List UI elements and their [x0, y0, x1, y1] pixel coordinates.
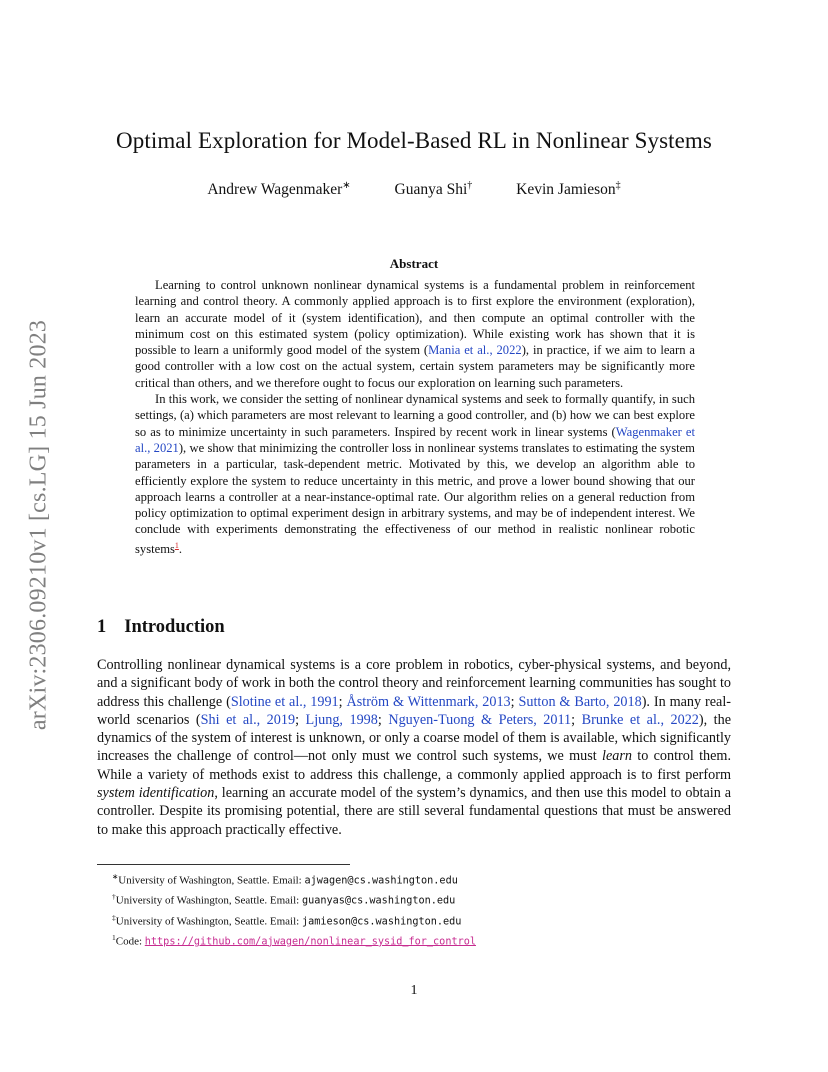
body-text: Controlling nonlinear dynamical systems is a core problem in robotics, cyber-physical systems, and beyond, and a significant body of work in both the control theory and reinforcement learning communities has sought to address this challenge (: [97, 657, 731, 710]
abstract-text: Learning to control unknown nonlinear dynamical systems is a fundamental problem in reinforcement learning and control theory. A commonly applied approach is to first explore the environment (exploration), learn an accurate model of it (system identification), and then compute an optimal controller with the minimum cost on this estimated system (policy optimization). While existing work has shown that it is possible to learn a uniformly good model of the system (: [135, 278, 695, 358]
citation-link[interactable]: Nguyen-Tuong & Peters, 2011: [388, 711, 572, 728]
citation-link[interactable]: Slotine et al., 1991: [230, 693, 339, 710]
author-list: [0, 180, 828, 199]
body-text: , learning an accurate model of the system’s dynamics, and then use this model to obtain a controller. Despite its promising potential, there are still several fundamental questions that must be answered to make this approach practically effective.: [97, 785, 731, 838]
introduction-body: [97, 656, 731, 839]
footnote-mark: ∗: [112, 872, 119, 881]
body-text: ), the dynamics of the system of interest is unknown, or only a coarse model of them is available, which significantly increases the challenge of control—not only must we control such systems, we must: [97, 711, 732, 765]
footnote: [112, 869, 476, 889]
footnote-text: University of Washington, Seattle. Email:: [115, 894, 302, 907]
paper-title: Optimal Exploration for Model-Based RL in Nonlinear Systems: [116, 128, 712, 153]
body-text: ;: [338, 693, 347, 710]
section-number: 1: [97, 617, 107, 637]
body-text: ). In many real-world scenarios (: [97, 693, 731, 728]
footnote-mark: 1: [112, 932, 116, 942]
email-address: guanyas@cs.washington.edu: [301, 895, 456, 907]
emphasis-text: learn: [602, 748, 632, 765]
citation-link[interactable]: Mania et al., 2022: [428, 343, 522, 358]
footnote: [112, 910, 476, 930]
body-text: ;: [571, 711, 582, 728]
footnote: [112, 889, 476, 909]
footnote-text: University of Washington, Seattle. Email:: [115, 915, 302, 928]
footnote-text: Code:: [115, 935, 145, 948]
abstract-heading: Abstract: [389, 256, 439, 271]
abstract-text: In this work, we consider the setting of nonlinear dynamical systems and seek to formally quantify, in such settings, (a) which parameters are most relevant to learning a good controller, and (b) how we can best explore so as to minimize uncertainty in such parameters. Inspired by recent work in linear systems (: [135, 392, 695, 439]
abstract-text: ), we show that minimizing the controller loss in nonlinear systems translates to estimating the system parameters in a particular, task-dependent metric. Motivated by this, we develop an algorithm able to efficiently explore the system to reduce uncertainty in this metric, and prove a lower bound showing that our approach learns a controller at a near-instance-optimal rate. Our algorithm relies on a general reduction from policy optimization to optimal experiment design in arbitrary systems, and may be of independent interest. We conclude with experiments demonstrating the effectiveness of our method in realistic nonlinear robotic systems: [135, 440, 695, 556]
author-mark: ‡: [615, 180, 621, 191]
footnote-divider: [97, 864, 350, 865]
author-mark: ∗: [342, 180, 351, 191]
author-mark: †: [467, 180, 473, 191]
footnote-marker-link[interactable]: 1: [174, 540, 179, 550]
footnote-mark: ‡: [112, 912, 116, 922]
abstract-text: ), in practice, if we aim to learn a good controller with a low cost on the actual system, certain system parameters may be significantly more critical than others, and we therefore ought to focus our exploration on learning such parameters.: [135, 343, 695, 390]
arxiv-stamp: [25, 290, 53, 760]
email-address: ajwagen@cs.washington.edu: [304, 875, 458, 887]
body-text: ;: [377, 711, 389, 728]
citation-link[interactable]: Åström & Wittenmark, 2013: [346, 693, 511, 710]
email-address: jamieson@cs.washington.edu: [301, 916, 462, 928]
footnotes: [112, 869, 476, 950]
body-text: ;: [295, 711, 306, 728]
author-name: Kevin Jamieson: [516, 181, 616, 199]
author-name: Andrew Wagenmaker: [207, 181, 343, 199]
code-repository-link[interactable]: https://github.com/ajwagen/nonlinear_sysid_for_control: [144, 936, 476, 948]
footnote-text: University of Washington, Seattle. Email:: [118, 874, 305, 887]
author: [395, 180, 473, 199]
arxiv-id: arXiv:2306.09210v1 [cs.LG] 15 Jun 2023: [25, 319, 52, 731]
body-text: ;: [510, 693, 519, 710]
emphasis-text: system identification: [97, 785, 215, 802]
author: [516, 180, 620, 199]
footnote-mark: †: [112, 892, 116, 902]
author-name: Guanya Shi: [394, 181, 468, 199]
citation-link[interactable]: Ljung, 1998: [305, 711, 378, 728]
body-text: to control them. While a variety of methods exist to address this challenge, a commonly applied approach is to first perform: [97, 748, 731, 783]
author: [207, 180, 350, 199]
abstract-body: [135, 277, 695, 557]
citation-link[interactable]: Brunke et al., 2022: [581, 711, 699, 728]
introduction-paragraph: [97, 656, 731, 839]
citation-link[interactable]: Shi et al., 2019: [200, 711, 296, 728]
abstract-paragraph: [135, 391, 695, 557]
footnote: [112, 930, 476, 950]
abstract-paragraph: [135, 277, 695, 391]
citation-link[interactable]: Sutton & Barto, 2018: [518, 693, 642, 710]
section-title: Introduction: [124, 617, 225, 637]
citation-link[interactable]: Wagenmaker et al., 2021: [135, 424, 695, 455]
page-number: 1: [410, 983, 418, 998]
section-heading: [97, 617, 225, 638]
abstract-text: .: [178, 541, 183, 556]
